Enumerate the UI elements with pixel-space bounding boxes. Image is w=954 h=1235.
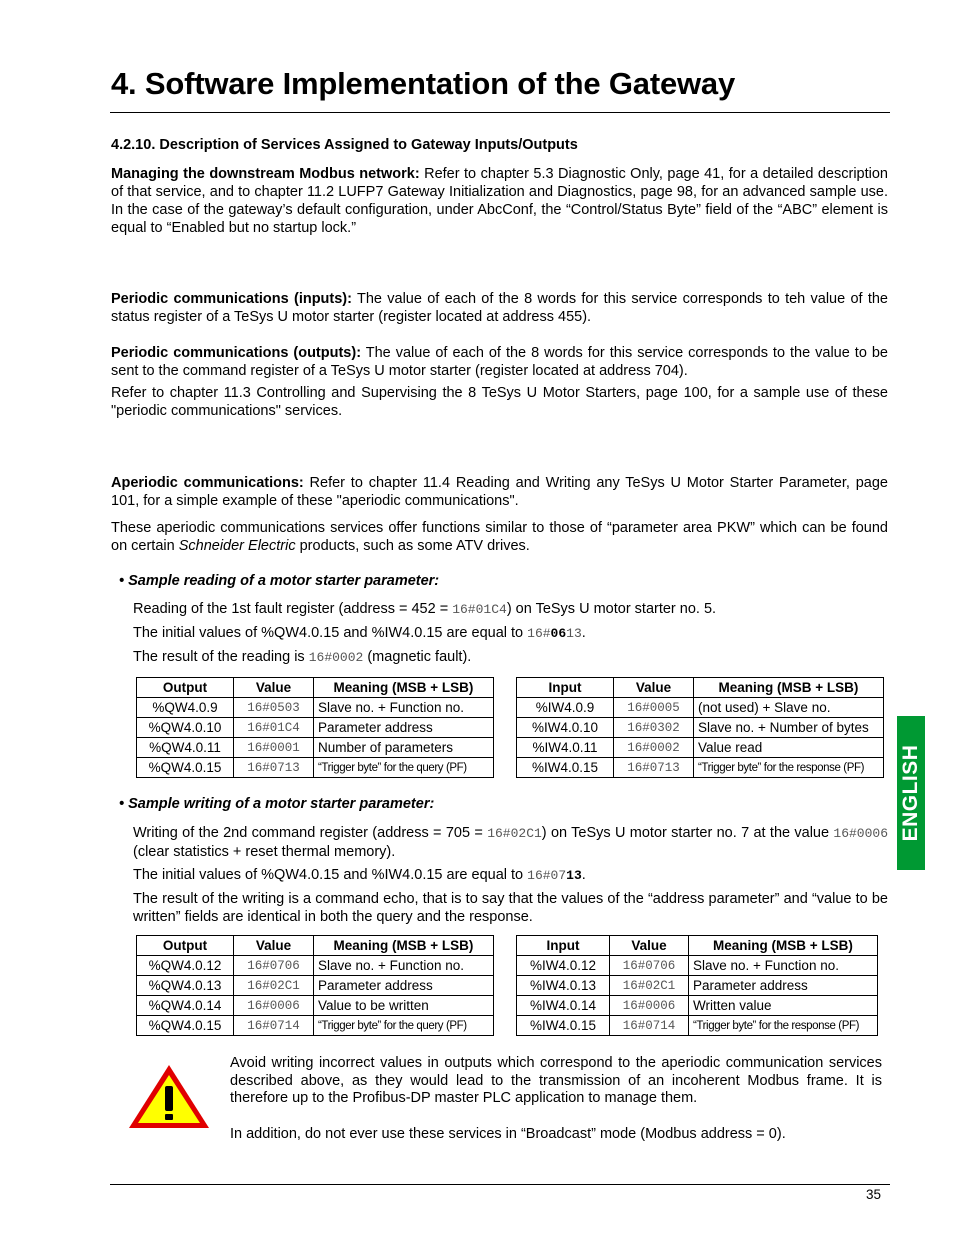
table-cell: 16#01C4 [234, 718, 314, 738]
writing-line-2-text: The initial values of %QW4.0.15 and %IW4.0.15 are equal to [133, 867, 528, 883]
reading-line-3-text-a: The result of the reading is [133, 649, 309, 665]
periodic-outputs-text: The value of each of the 8 words for this service corresponds to the value to be sent to the command register of a TeSys U motor starter (register located at address 704). [111, 345, 888, 379]
reading-line-1-text-a: Reading of the 1st fault register (address = 452 = [133, 601, 453, 617]
periodic-inputs-paragraph [111, 290, 888, 326]
aperiodic-note-paragraph [111, 519, 888, 555]
table-cell: Parameter address [314, 976, 494, 996]
table-cell: %IW4.0.10 [517, 718, 614, 738]
table-cell: %QW4.0.12 [137, 956, 234, 976]
aperiodic-note-brand: Schneider Electric [178, 538, 296, 554]
table-row [137, 718, 494, 738]
table-cell: 16#0503 [234, 698, 314, 718]
table-cell: Slave no. + Function no. [689, 956, 878, 976]
table-row [517, 718, 884, 738]
column-header: Output [137, 936, 234, 956]
table-cell: 16#0706 [234, 956, 314, 976]
column-header: Input [517, 936, 610, 956]
write-output-table [136, 935, 494, 1036]
writing-line-1-text-c: (clear statistics + reset thermal memory). [133, 844, 396, 860]
table-cell: 16#0002 [614, 738, 694, 758]
writing-bullet: • Sample writing of a motor starter parameter: [119, 796, 435, 812]
table-row [137, 698, 494, 718]
column-header: Value [234, 936, 314, 956]
reading-line-3 [133, 649, 471, 665]
periodic-outputs-label: Periodic communications (outputs): [111, 345, 362, 361]
table-cell: 16#0302 [614, 718, 694, 738]
reading-line-2-code-suffix: 13 [566, 626, 582, 641]
table-cell: %QW4.0.15 [137, 758, 234, 778]
table-row [517, 976, 878, 996]
table-cell: 16#02C1 [234, 976, 314, 996]
writing-line-2-code-bold: 13 [566, 868, 582, 883]
writing-line-1-code: 16#02C1 [487, 826, 542, 841]
table-row [517, 956, 878, 976]
table-cell: Written value [689, 996, 878, 1016]
table-cell: Slave no. + Function no. [314, 698, 494, 718]
downstream-label: Managing the downstream Modbus network: [111, 166, 420, 182]
table-cell: 16#0006 [610, 996, 689, 1016]
language-tab [897, 716, 925, 870]
table-cell: 16#0706 [610, 956, 689, 976]
table-row [517, 738, 884, 758]
reading-line-2-code-bold: 06 [550, 626, 567, 641]
reading-line-3-text-b: (magnetic fault). [363, 649, 472, 665]
table-cell: Parameter address [314, 718, 494, 738]
table-cell: %IW4.0.15 [517, 1016, 610, 1036]
table-cell: 16#0714 [234, 1016, 314, 1036]
table-cell: %IW4.0.13 [517, 976, 610, 996]
column-header: Meaning (MSB + LSB) [314, 678, 494, 698]
table-cell: Slave no. + Function no. [314, 956, 494, 976]
downstream-text: Refer to chapter 5.3 Diagnostic Only, page 41, for a detailed description of that service, and to chapter 11.2 LUFP7 Gateway Initialization and Diagnostics, page 98, for an advanced sample use. In the case of the gateway’s default configuration, under AbcConf, the “Control/Status Byte” field of the “ABC” element is equal to “Enabled but no startup lock.” [111, 166, 888, 236]
table-row [137, 956, 494, 976]
table-cell: 16#0713 [234, 758, 314, 778]
column-header: Value [614, 678, 694, 698]
reading-line-2 [133, 625, 586, 641]
writing-line-1 [133, 824, 888, 861]
page-title: 4. Software Implementation of the Gateway [111, 66, 735, 101]
footer-rule [110, 1184, 890, 1185]
writing-line-3: The result of the writing is a command echo, that is to say that the values of the “address parameter” and “value to be written” fields are identical in both the query and the response. [133, 891, 888, 925]
table-header-row [517, 936, 878, 956]
table-row [137, 758, 494, 778]
column-header: Value [234, 678, 314, 698]
column-header: Output [137, 678, 234, 698]
section-heading: 4.2.10. Description of Services Assigned to Gateway Inputs/Outputs [111, 137, 578, 153]
periodic-outputs-paragraph [111, 344, 888, 380]
writing-line-1-code-2: 16#0006 [833, 826, 889, 841]
warning-text-2: In addition, do not ever use these services in “Broadcast” mode (Modbus address = 0). [230, 1126, 786, 1142]
table-cell: %IW4.0.14 [517, 996, 610, 1016]
writing-line-2 [133, 867, 586, 883]
periodic-refer-paragraph: Refer to chapter 11.3 Controlling and Supervising the 8 TeSys U Motor Starters, page 100, for a sample use of these "periodic communications" services. [111, 385, 888, 419]
aperiodic-label: Aperiodic communications: [111, 475, 304, 491]
table-cell: %QW4.0.14 [137, 996, 234, 1016]
table-cell: 16#0006 [234, 996, 314, 1016]
table-cell: 16#0001 [234, 738, 314, 758]
table-cell: %QW4.0.10 [137, 718, 234, 738]
read-output-table [136, 677, 494, 778]
table-row [517, 758, 884, 778]
table-header-row [517, 678, 884, 698]
reading-line-2-code-prefix: 16# [527, 626, 551, 641]
column-header: Meaning (MSB + LSB) [694, 678, 884, 698]
aperiodic-text: Refer to chapter 11.4 Reading and Writing any TeSys U Motor Starter Parameter, page 101, for a simple example of these "aperiodic communications". [111, 475, 888, 509]
title-rule [110, 112, 890, 113]
table-row [137, 976, 494, 996]
table-cell: %IW4.0.15 [517, 758, 614, 778]
table-cell: Slave no. + Number of bytes [694, 718, 884, 738]
warning-text-1: Avoid writing incorrect values in outputs which correspond to the aperiodic communication services described above, as they would lead to the transmission of an incoherent Modbus frame. It is therefore up to the Profibus-DP master PLC application to manage them. [230, 1055, 882, 1106]
table-cell: 16#0005 [614, 698, 694, 718]
reading-line-1-text-b: ) on TeSys U motor starter no. 5. [506, 601, 717, 617]
warning-icon [126, 1062, 212, 1132]
writing-line-2-period: . [581, 867, 586, 883]
table-row [137, 996, 494, 1016]
page-number: 35 [866, 1187, 882, 1202]
table-cell: “Trigger byte” for the query (PF) [314, 1016, 494, 1036]
table-cell: %QW4.0.9 [137, 698, 234, 718]
column-header: Meaning (MSB + LSB) [689, 936, 878, 956]
aperiodic-paragraph [111, 474, 888, 510]
table-cell: %QW4.0.13 [137, 976, 234, 996]
table-cell: %QW4.0.15 [137, 1016, 234, 1036]
writing-line-1-text-b: ) on TeSys U motor starter no. 7 at the value [541, 825, 834, 841]
table-header-row [137, 678, 494, 698]
table-row [137, 1016, 494, 1036]
column-header: Value [610, 936, 689, 956]
periodic-inputs-text: The value of each of the 8 words for this service corresponds to teh value of the status register of a TeSys U motor starter (register located at address 455). [111, 291, 888, 325]
aperiodic-note-after: products, such as some ATV drives. [295, 538, 530, 554]
table-cell: “Trigger byte” for the response (PF) [689, 1016, 878, 1036]
aperiodic-note-before: These aperiodic communications services offer functions similar to those of “parameter area PKW” which can be found on certain [111, 520, 888, 554]
column-header: Input [517, 678, 614, 698]
language-tab-label: ENGLISH [899, 744, 922, 842]
table-cell: (not used) + Slave no. [694, 698, 884, 718]
table-cell: %IW4.0.11 [517, 738, 614, 758]
table-cell: %IW4.0.9 [517, 698, 614, 718]
column-header: Meaning (MSB + LSB) [314, 936, 494, 956]
writing-line-1-text-a: Writing of the 2nd command register (address = 705 = [133, 825, 488, 841]
table-cell: Value to be written [314, 996, 494, 1016]
periodic-inputs-label: Periodic communications (inputs): [111, 291, 352, 307]
downstream-paragraph [111, 165, 888, 237]
table-cell: Parameter address [689, 976, 878, 996]
reading-line-2-period: . [581, 625, 586, 641]
reading-bullet: • Sample reading of a motor starter parameter: [119, 573, 440, 589]
reading-line-3-code: 16#0002 [308, 650, 364, 665]
table-header-row [137, 936, 494, 956]
table-row [137, 738, 494, 758]
table-cell: Value read [694, 738, 884, 758]
table-cell: %QW4.0.11 [137, 738, 234, 758]
table-cell: 16#0714 [610, 1016, 689, 1036]
table-cell: “Trigger byte” for the query (PF) [314, 758, 494, 778]
write-input-table [516, 935, 878, 1036]
table-cell: 16#02C1 [610, 976, 689, 996]
reading-line-1 [133, 601, 716, 617]
reading-line-1-code: 16#01C4 [452, 602, 507, 617]
table-cell: %IW4.0.12 [517, 956, 610, 976]
table-cell: “Trigger byte” for the response (PF) [694, 758, 884, 778]
table-cell: Number of parameters [314, 738, 494, 758]
table-row [517, 1016, 878, 1036]
reading-line-2-text: The initial values of %QW4.0.15 and %IW4.0.15 are equal to [133, 625, 528, 641]
writing-line-2-code-prefix: 16#07 [527, 868, 567, 883]
table-row [517, 996, 878, 1016]
table-cell: 16#0713 [614, 758, 694, 778]
read-input-table [516, 677, 884, 778]
table-row [517, 698, 884, 718]
